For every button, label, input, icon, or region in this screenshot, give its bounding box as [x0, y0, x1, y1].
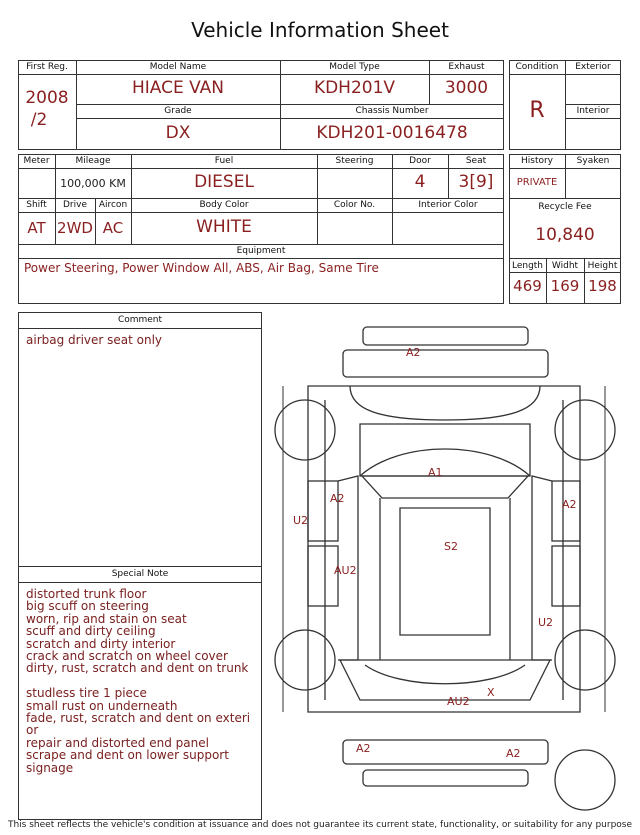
interior-label: Interior: [576, 106, 610, 116]
page-title: Vehicle Information Sheet: [191, 18, 449, 42]
meter-label: Meter: [23, 156, 50, 166]
condition-label: Condition: [515, 62, 559, 72]
note-line: dirty, rust, scratch and dent on trunk: [26, 661, 249, 676]
shift-value: AT: [27, 219, 46, 237]
note-line: signage: [26, 760, 74, 775]
equipment-label: Equipment: [236, 246, 286, 256]
model-name-label: Model Name: [149, 62, 207, 72]
note-line: scrape and dent on lower support: [26, 748, 229, 763]
shift-label: Shift: [26, 200, 47, 210]
note-line: big scuff on steering: [26, 599, 149, 614]
color-no-label: Color No.: [333, 200, 376, 210]
comment-text: [26, 334, 162, 346]
note-line: repair and distorted end panel: [26, 735, 209, 750]
damage-mark-left-rear: AU2: [334, 564, 357, 577]
damage-mark-center: S2: [444, 540, 458, 553]
first-reg-label: First Reg.: [26, 62, 68, 72]
special-note-label: Special Note: [111, 569, 169, 579]
height-label: Height: [587, 261, 618, 271]
drive-value: 2WD: [57, 219, 93, 237]
car-damage-diagram: [270, 320, 630, 820]
length-label: Length: [511, 261, 544, 271]
comment-line: airbag driver seat only: [26, 333, 163, 347]
note-line: worn, rip and stain on seat: [26, 611, 187, 626]
fuel-label: Fuel: [214, 156, 234, 166]
equipment-value: Power Steering, Power Window All, ABS, Air Bag, Same Tire: [24, 261, 379, 275]
note-line: scratch and dirty interior: [26, 636, 176, 651]
damage-mark-right-side: A2: [562, 498, 577, 511]
exhaust-label: Exhaust: [448, 62, 485, 72]
damage-mark-roof: A2: [406, 346, 421, 359]
aircon-label: Aircon: [98, 200, 128, 210]
width-label: Widht: [551, 261, 579, 271]
special-note-list: [26, 588, 250, 774]
note-line: studless tire 1 piece: [26, 686, 147, 701]
first-reg-month: /2: [30, 110, 48, 130]
mileage-value: 100,000 KM: [60, 177, 126, 190]
note-line: distorted trunk floor: [26, 587, 147, 601]
grade-value: DX: [165, 123, 191, 143]
condition-value: R: [529, 98, 545, 123]
recycle-fee-label: Recycle Fee: [538, 202, 592, 212]
seat-value: 3[9]: [458, 172, 494, 192]
disclaimer-footer: This sheet reflects the vehicle's condition at issuance and does not guarantee its current state, functionality, or suitability for any purpose: [7, 820, 633, 830]
damage-mark-left-side: A2: [330, 492, 345, 505]
damage-mark-rear-left-bumper: A2: [356, 742, 371, 755]
exterior-label: Exterior: [575, 62, 611, 72]
door-value: 4: [414, 172, 426, 192]
model-type-value: KDH201V: [313, 78, 396, 98]
chassis-value: KDH201-0016478: [316, 123, 468, 143]
note-line: crack and scratch on wheel cover: [26, 649, 228, 664]
note-line: or: [26, 723, 39, 738]
damage-mark-rear: AU2: [447, 695, 470, 708]
steering-label: Steering: [335, 156, 374, 166]
body-color-value: WHITE: [196, 217, 252, 237]
exhaust-value: 3000: [444, 78, 489, 98]
interior-color-label: Interior Color: [418, 200, 478, 210]
fuel-value: DIESEL: [194, 172, 254, 192]
aircon-value: AC: [102, 219, 124, 237]
note-line: fade, rust, scratch and dent on exteri: [26, 711, 251, 726]
drive-label: Drive: [63, 200, 87, 210]
height-value: 198: [588, 277, 617, 295]
length-value: 469: [513, 277, 542, 295]
chassis-label: Chassis Number: [355, 106, 429, 116]
body-color-label: Body Color: [199, 200, 249, 210]
door-label: Door: [409, 156, 431, 166]
model-name-value: HIACE VAN: [131, 78, 225, 98]
recycle-fee-value: 10,840: [535, 225, 595, 245]
damage-mark-rear-x: X: [487, 686, 495, 699]
seat-label: Seat: [465, 156, 487, 166]
history-label: History: [520, 156, 554, 166]
model-type-label: Model Type: [329, 62, 380, 72]
damage-mark-left-door: U2: [293, 514, 309, 527]
first-reg-year: 2008: [25, 88, 69, 108]
note-line: small rust on underneath: [26, 698, 178, 713]
comment-label: Comment: [117, 315, 163, 325]
damage-mark-rear-right-bumper: A2: [506, 747, 521, 760]
damage-mark-right-door: U2: [538, 616, 554, 629]
history-value: PRIVATE: [516, 177, 558, 188]
damage-mark-hood: A1: [428, 466, 443, 479]
width-value: 169: [550, 277, 580, 295]
note-line: scuff and dirty ceiling: [26, 624, 156, 639]
mileage-label: Mileage: [75, 156, 111, 166]
syaken-label: Syaken: [576, 156, 610, 166]
grade-label: Grade: [164, 106, 192, 116]
